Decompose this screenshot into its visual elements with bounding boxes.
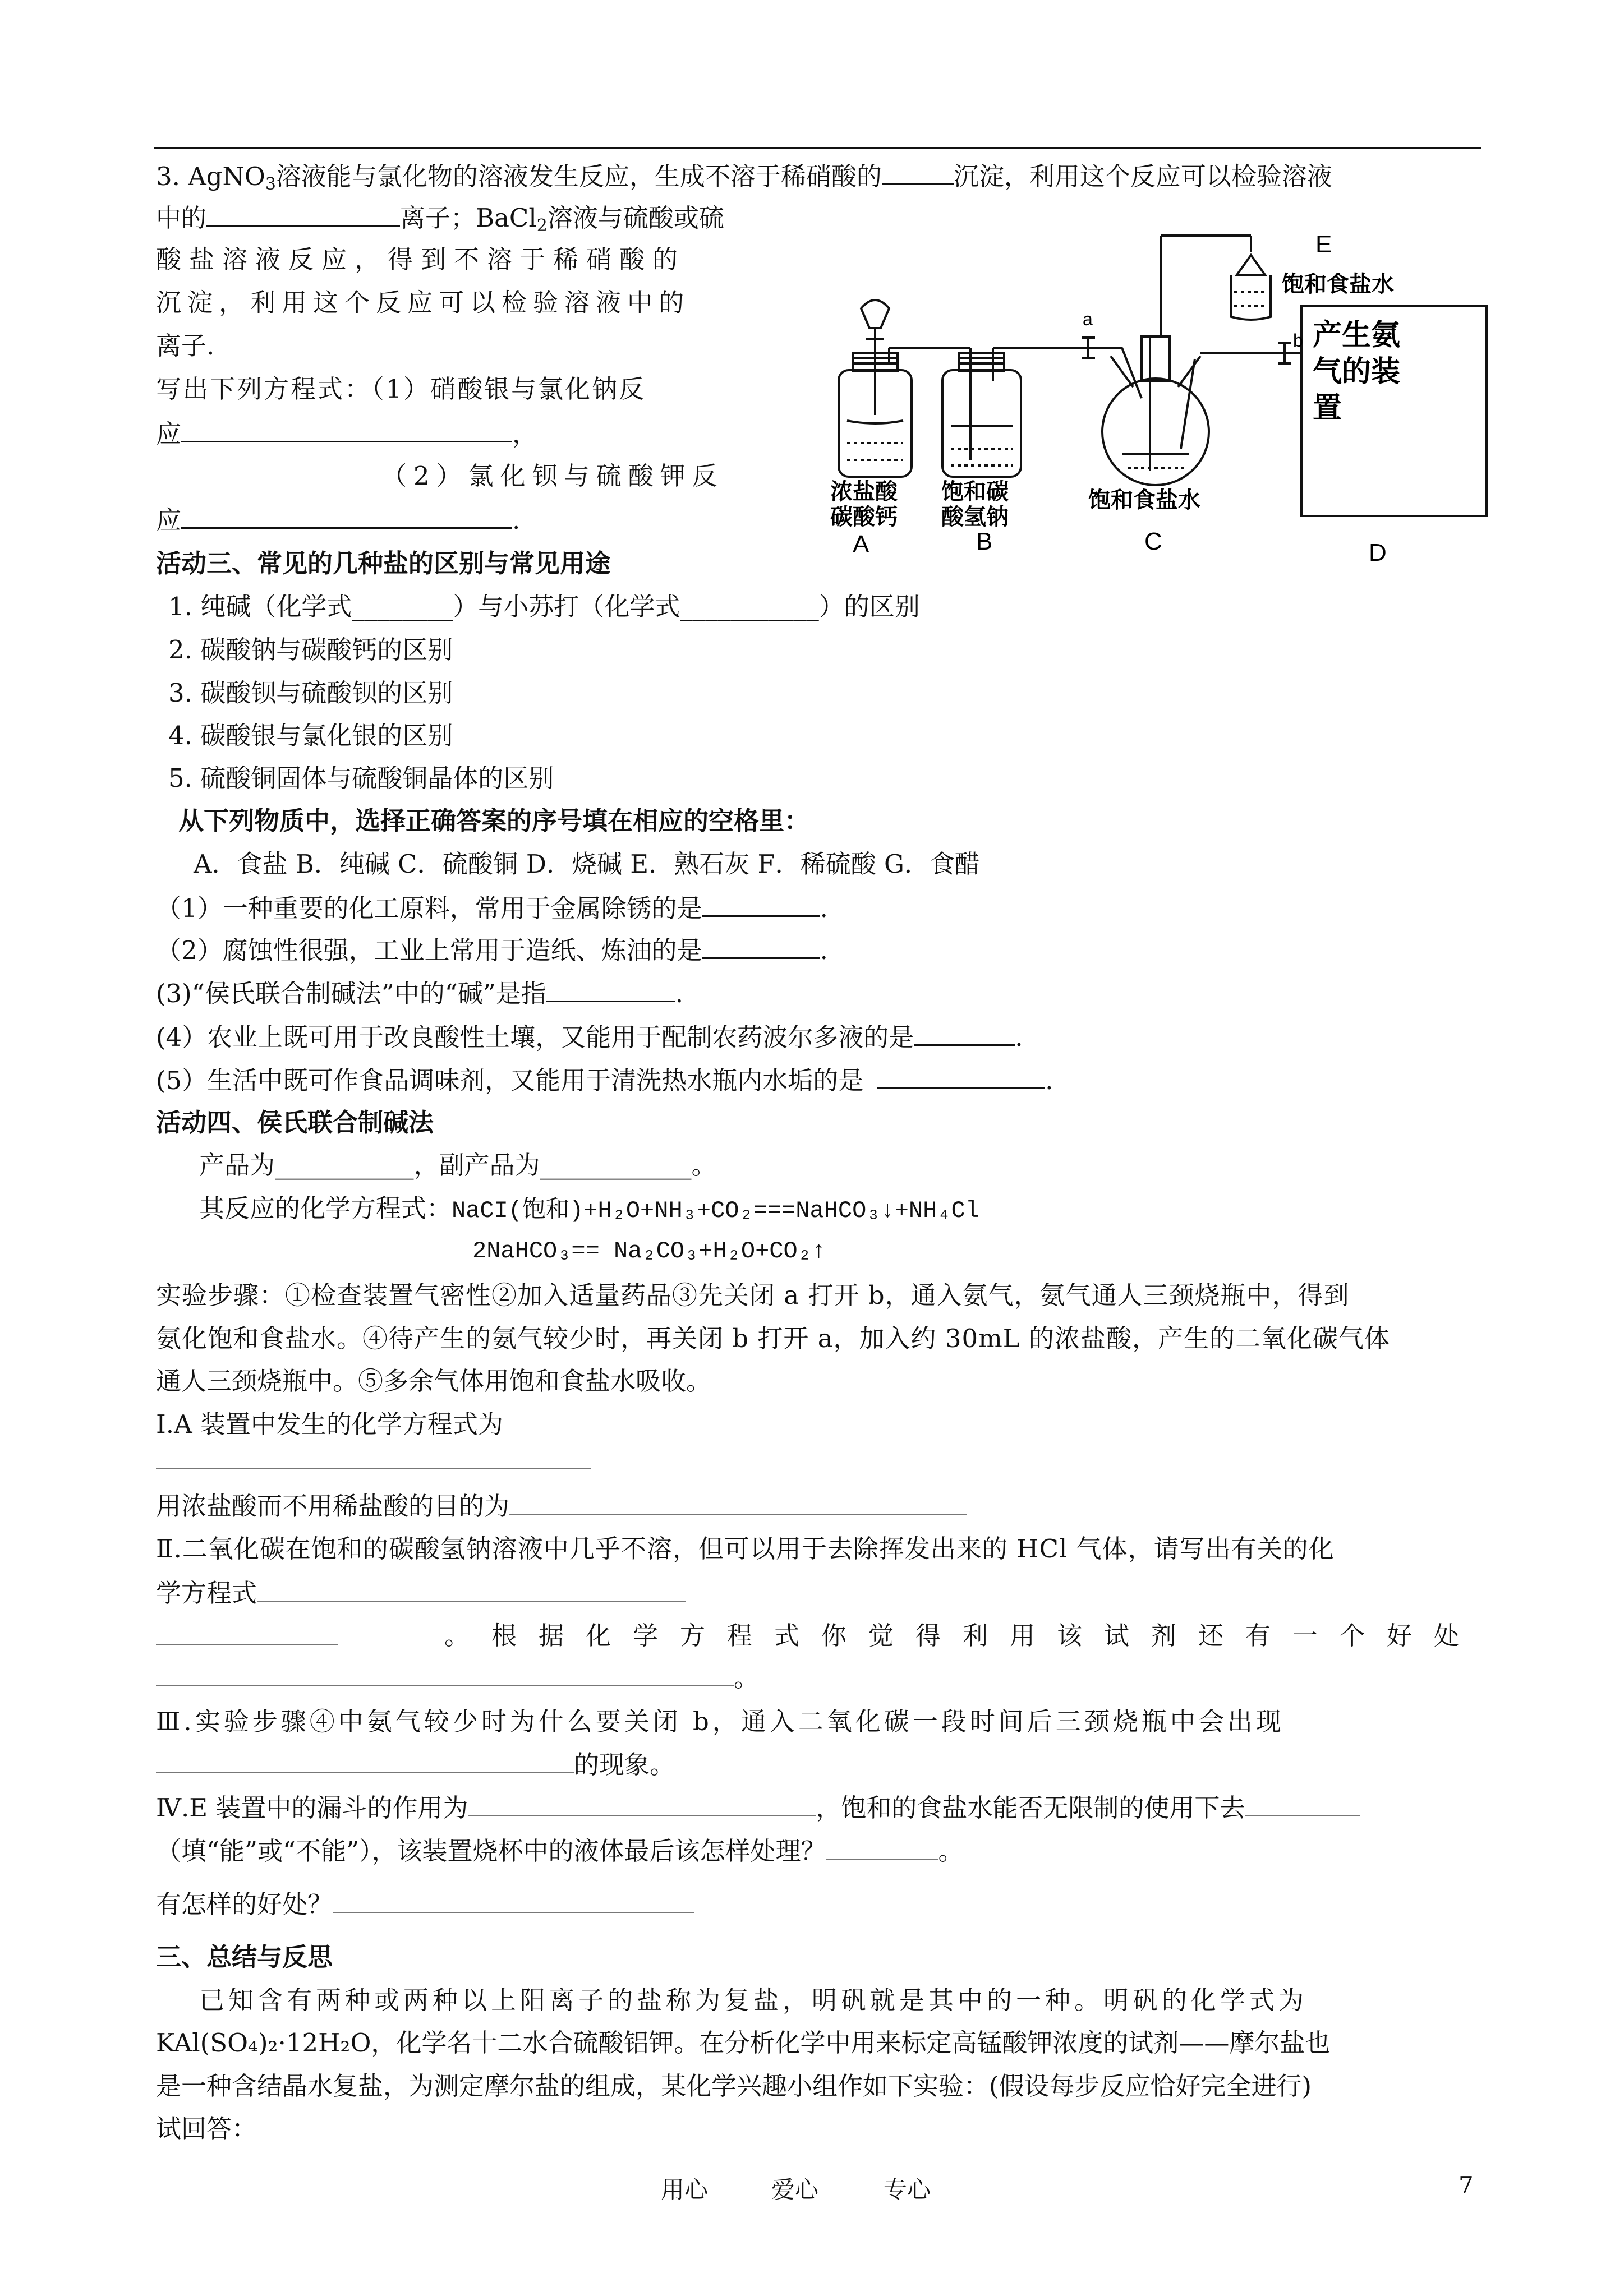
iv-text-b: ，饱和的食盐水能否无限制的使用下去	[816, 1793, 1245, 1823]
q3-text: ，	[512, 419, 538, 449]
q3-text: .	[512, 505, 521, 535]
answer-line[interactable]	[156, 1661, 734, 1686]
letter-e: E	[1315, 230, 1332, 258]
q3-text: （2）氯化钡与硫酸钾反	[381, 461, 724, 491]
iii-line-1: Ⅲ.实验步骤④中氨气较少时为什么要关闭 b，通入二氧化碳一段时间后三颈烧瓶中会出现	[156, 1707, 1285, 1736]
ii-line-2-text: 学方程式	[156, 1578, 257, 1608]
fill-q4	[156, 1020, 1023, 1054]
equation-1: NaCI(饱和)+H₂O+NH₃+CO₂===NaHCO₃↓+NH₄Cl	[452, 1197, 979, 1224]
equation-2: 2NaHCO₃== Na₂CO₃+H₂O+CO₂↑	[472, 1238, 826, 1265]
summary-p1: 已知含有两种或两种以上阳离子的盐称为复盐，明矾就是其中的一种。明矾的化学式为	[199, 1985, 1308, 2015]
footer-motto-2: 爱心	[771, 2176, 819, 2203]
q3-text: 溶液能与氯化物的溶液发生反应，生成不溶于稀硝酸的	[275, 162, 882, 191]
q3-text: 应	[156, 419, 182, 449]
summary-p3: 是一种含结晶水复盐，为测定摩尔盐的组成，某化学兴趣小组作如下实验：(假设每步反应恰好完全进行)	[156, 2071, 1312, 2101]
steps-line-1: 实验步骤：①检查装置气密性②加入适量药品③先关闭 a 打开 b，通入氨气，氨气通人三颈烧瓶中，得到	[156, 1280, 1350, 1310]
fill-q3	[156, 976, 683, 1011]
q3-text: 3. AgNO	[156, 162, 265, 191]
ii-line-3-text: 。根据化学方程式你觉得利用该试剂还有一个好处	[444, 1621, 1481, 1650]
q3-line-1: 3. AgNO$_3$溶液能与氯化物的溶液发生反应，生成不溶于稀硝酸的 沉淀，利用这个反应可以检验溶液	[156, 159, 1481, 201]
answer-blank[interactable]	[206, 200, 400, 227]
answer-line[interactable]	[509, 1489, 967, 1515]
equation-line-1	[199, 1192, 979, 1228]
q3-line-2: 中的 离子；BaCl$_2$溶液与硫酸或硫	[156, 200, 724, 243]
answer-blank[interactable]	[546, 976, 675, 1002]
beaker-e	[1231, 255, 1271, 320]
q3-line-5	[156, 329, 214, 363]
apparatus-diagram	[808, 213, 1492, 572]
fill-q5-text: (5）生活中既可作食品调味剂，又能用于清洗热水瓶内水垢的是	[156, 1066, 864, 1095]
answer-line[interactable]	[826, 1834, 938, 1860]
iv-line-2-text: （填“能”或“不能”），该装置烧杯中的液体最后该怎样处理？	[156, 1836, 826, 1866]
q3-text: 沉淀，利用这个反应可以检验溶液中的	[156, 288, 691, 317]
fill-q1	[156, 891, 828, 925]
q3-text: 写出下列方程式：（1）硝酸银与氯化钠反	[156, 374, 646, 404]
label-a-line2: 碳酸钙	[830, 504, 898, 530]
footer-motto-3: 专心	[884, 2176, 931, 2203]
period: .	[1045, 1066, 1053, 1095]
label-d-line1: 产生氨	[1313, 319, 1401, 352]
footer-motto-1: 用心	[661, 2176, 709, 2203]
label-e: 饱和食盐水	[1282, 271, 1394, 297]
header-rule	[154, 147, 1481, 149]
summary-p4: 试回答：	[156, 2114, 257, 2143]
answer-line[interactable]	[1245, 1791, 1360, 1816]
letter-a: A	[853, 531, 869, 558]
q3-line-4	[156, 286, 690, 320]
i-title: Ⅰ.A 装置中发生的化学方程式为	[156, 1409, 503, 1439]
q3-text: 中的	[156, 203, 207, 233]
iii-line-2-text: 的现象。	[574, 1750, 675, 1779]
product-line: 产品为___________，副产品为____________。	[199, 1150, 717, 1180]
ii-line-2	[156, 1576, 686, 1610]
ii-line-4	[156, 1661, 759, 1695]
answer-blank[interactable]	[702, 933, 820, 959]
act3-item-3: 3. 碳酸钡与硫酸钡的区别	[168, 678, 453, 708]
answer-line[interactable]	[257, 1576, 686, 1602]
valve-a-label: a	[1083, 309, 1093, 329]
label-a-line1: 浓盐酸	[830, 479, 898, 505]
fill-q4-text: (4）农业上既可用于改良酸性土壤，又能用于配制农药波尔多液的是	[156, 1022, 914, 1052]
i-reason-text: 用浓盐酸而不用稀盐酸的目的为	[156, 1491, 510, 1521]
label-b-line2: 酸氢钠	[941, 504, 1009, 530]
steps-line-3: 通人三颈烧瓶中。⑤多余气体用饱和食盐水吸收。	[156, 1366, 712, 1396]
fill-q5	[156, 1063, 1053, 1098]
answer-blank[interactable]	[181, 416, 512, 442]
bottle-a	[839, 300, 965, 477]
steps-line-2: 氨化饱和食盐水。④待产生的氨气较少时，再关闭 b 打开 a，加入约 30mL 的浓盐酸，产生的二氧化碳气体	[156, 1324, 1390, 1353]
iv-line-1	[156, 1791, 1360, 1825]
options-list: A．食盐 B．纯碱 C．硫酸铜 D．烧碱 E．熟石灰 F．稀硫酸 G．食醋	[194, 849, 980, 879]
period: .	[675, 979, 684, 1008]
q3-line-9	[156, 502, 520, 537]
letter-c: C	[1144, 528, 1162, 555]
fill-q2-text: （2）腐蚀性很强，工业上常用于造纸、炼油的是	[156, 935, 702, 965]
period: 。	[734, 1663, 760, 1693]
period: .	[1015, 1022, 1023, 1052]
q3-line-3	[156, 243, 769, 276]
letter-b: B	[976, 528, 993, 555]
act3-item-5: 5. 硫酸铜固体与硫酸铜晶体的区别	[168, 763, 554, 793]
answer-line[interactable]	[156, 1619, 338, 1645]
answer-line[interactable]	[156, 1468, 591, 1469]
letter-d: D	[1369, 539, 1387, 566]
summary-p2: KAl(SO₄)₂·12H₂O，化学名十二水合硫酸铝钾。在分析化学中用来标定高锰酸钾浓度的试剂——摩尔盐也	[156, 2028, 1331, 2058]
iii-line-2	[156, 1748, 675, 1782]
q3-text: 酸盐溶液反应，得到不溶于稀硝酸的	[156, 245, 686, 274]
answer-blank[interactable]	[702, 891, 820, 917]
q3-text: 应	[156, 505, 182, 535]
answer-blank[interactable]	[882, 159, 954, 185]
answer-line[interactable]	[333, 1887, 694, 1913]
valve-b-label: b	[1293, 330, 1303, 351]
period: 。	[938, 1836, 964, 1866]
equation-lead: 其反应的化学方程式：	[199, 1193, 452, 1223]
q3-line-7	[156, 416, 537, 451]
q3-text: 溶液与硫酸或硫	[547, 203, 724, 233]
iv-text-a: Ⅳ.E 装置中的漏斗的作用为	[156, 1793, 468, 1823]
answer-line[interactable]	[156, 1748, 574, 1773]
benefit-line	[156, 1887, 694, 1921]
act3-item-1: 1. 纯碱（化学式________）与小苏打（化学式___________）的区别	[168, 592, 920, 621]
label-b-line1: 饱和碳	[941, 479, 1009, 505]
answer-line[interactable]	[468, 1791, 816, 1816]
q3-line-6	[156, 372, 646, 406]
answer-blank[interactable]	[181, 502, 512, 529]
act3-item-4: 4. 碳酸银与氯化银的区别	[168, 721, 453, 750]
answer-blank[interactable]	[877, 1063, 1045, 1089]
iv-line-2	[156, 1834, 964, 1868]
act3-item-2: 2. 碳酸钠与碳酸钙的区别	[168, 635, 453, 665]
q3-text: 沉淀，利用这个反应可以检验溶液	[953, 162, 1332, 191]
flask-c	[1102, 236, 1301, 485]
choose-title: 从下列物质中，选择正确答案的序号填在相应的空格里：	[178, 806, 810, 836]
q3-line-8	[381, 459, 724, 493]
period: .	[820, 935, 828, 965]
label-c: 饱和食盐水	[1088, 487, 1200, 513]
act3-title: 活动三、常见的几种盐的区别与常见用途	[156, 548, 611, 578]
fill-q1-text: （1）一种重要的化工原料，常用于金属除锈的是	[156, 893, 702, 923]
q3-text: 离子；BaCl	[400, 203, 537, 233]
summary-title: 三、总结与反思	[156, 1942, 333, 1972]
q3-text: 离子.	[156, 331, 215, 361]
i-reason	[156, 1489, 967, 1523]
ii-line-1: Ⅱ.二氧化碳在饱和的碳酸氢钠溶液中几乎不溶，但可以用于去除挥发出来的 HCl 气体，请写出有关的化	[156, 1534, 1335, 1564]
fill-q3-text: (3)“侯氏联合制碱法”中的“碱”是指	[156, 979, 546, 1008]
act4-title: 活动四、侯氏联合制碱法	[156, 1108, 434, 1137]
ii-line-3	[156, 1619, 1481, 1653]
label-d-line3: 置	[1313, 391, 1342, 425]
bottle-b	[942, 348, 1122, 477]
page-number: 7	[1459, 2171, 1474, 2199]
answer-blank[interactable]	[914, 1020, 1015, 1046]
label-d-line2: 气的装	[1313, 355, 1401, 389]
benefit-text: 有怎样的好处？	[156, 1889, 333, 1919]
period: .	[820, 893, 828, 923]
fill-q2	[156, 933, 828, 967]
